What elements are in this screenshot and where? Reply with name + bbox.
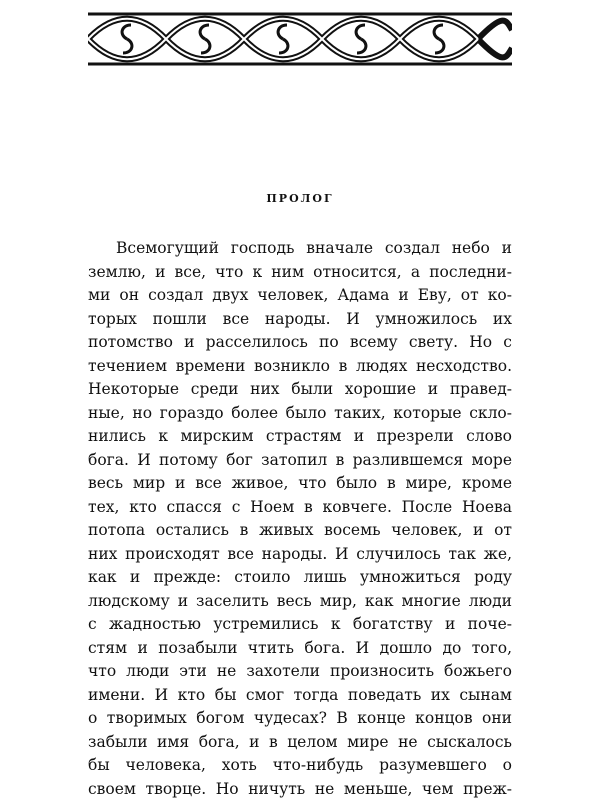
text-line: потопа остались в живых восемь человек, и от (88, 519, 512, 543)
chapter-title: ПРОЛОГ (0, 192, 600, 205)
text-line: стям и позабыли чтить бога. И дошло до того, (88, 637, 512, 661)
text-line: Некоторые среди них были хорошие и правед- (88, 378, 512, 402)
text-line: что люди эти не захотели произносить божьего (88, 660, 512, 684)
text-line: с жадностью устремились к богатству и поче- (88, 613, 512, 637)
text-line: имени. И кто бы смог тогда поведать их сынам (88, 684, 512, 708)
braided-knot-border-icon (88, 8, 512, 70)
text-line: землю, и все, что к ним относится, а последни- (88, 261, 512, 285)
text-line: весь мир и все живое, что было в мире, кроме (88, 472, 512, 496)
text-line: людскому и заселить весь мир, как многие люди (88, 590, 512, 614)
text-line: бога. И потому бог затопил в разлившемся море (88, 449, 512, 473)
text-line: забыли имя бога, и в целом мире не сыскалось (88, 731, 512, 755)
text-line: как и прежде: стоило лишь умножиться роду (88, 566, 512, 590)
text-line: бы человека, хоть что-нибудь разумевшего о (88, 754, 512, 778)
text-line: тех, кто спасся с Ноем в ковчеге. После Ноева (88, 496, 512, 520)
text-line: потомство и расселилось по всему свету. Но с (88, 331, 512, 355)
text-line: них происходят все народы. И случилось так же, (88, 543, 512, 567)
text-line: своем творце. Но ничуть не меньше, чем преж- (88, 778, 512, 801)
text-line: о творимых богом чудесах? В конце концов они (88, 707, 512, 731)
text-line: торых пошли все народы. И умножилось их (88, 308, 512, 332)
text-line: ные, но гораздо более было таких, которые скло- (88, 402, 512, 426)
text-line: Всемогущий господь вначале создал небо и (88, 237, 512, 261)
text-line: течением времени возникло в людях несходство. (88, 355, 512, 379)
text-line: нились к мирским страстям и презрели слово (88, 425, 512, 449)
text-line: ми он создал двух человек, Адама и Еву, от ко- (88, 284, 512, 308)
body-text (88, 237, 512, 801)
